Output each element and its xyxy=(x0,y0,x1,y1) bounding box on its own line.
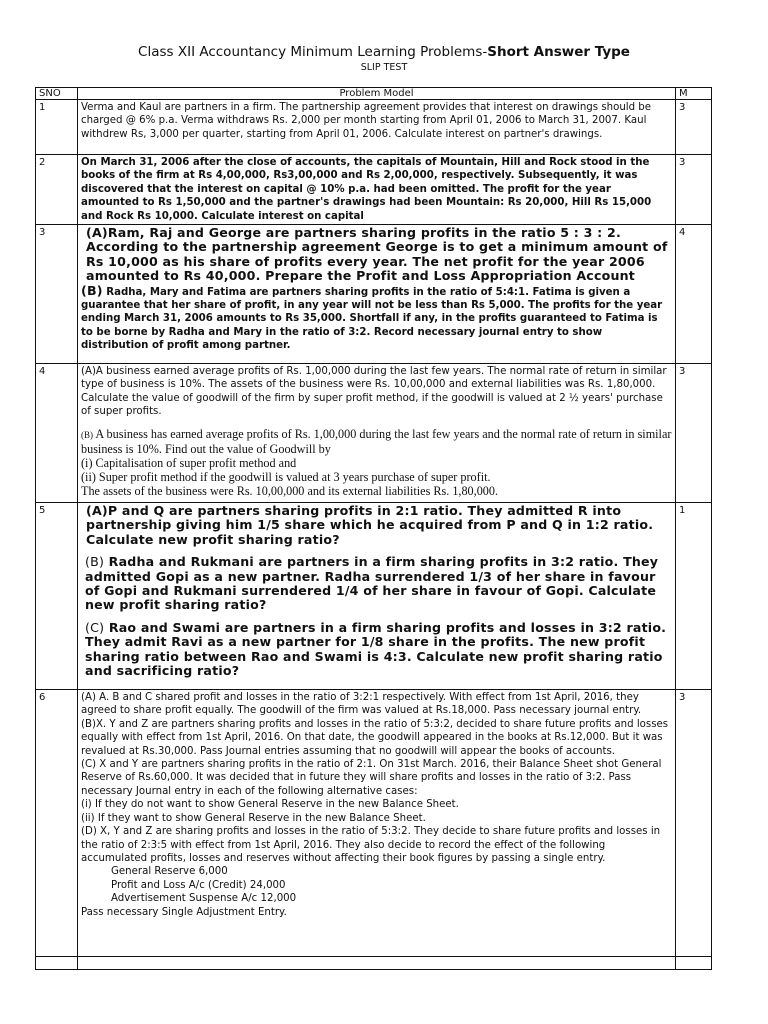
part-c-text: Rao and Swami are partners in a firm sharing profits and losses in 3:2 ratio. They admit Ravi as a new partner for 1/8 share in the profits. The new profit sharing ratio between Rao and Swami is 4:3. Calculate new profit sharing ratio and sacrificing ratio? xyxy=(85,619,667,679)
row-sno: 1 xyxy=(36,100,78,155)
problem-part-b: (B)X. Y and Z are partners sharing profits and losses in the ratio of 5:3:2, decided to share future profits and losses equally with effect from 1st April, 2016. On that date, the goodwill appeared in the books at Rs.12,000. But it was revalued at Rs.30,000. Pass Journal entries assuming that no goodwill will appear the books of accounts. xyxy=(81,718,669,757)
page-title xyxy=(0,44,768,60)
problem-part-d-item: Advertisement Suspense A/c 12,000 xyxy=(111,893,297,905)
header-sno: SNO xyxy=(36,88,78,100)
problem-part-c-item: (ii) If they want to show General Reserve in the new Balance Sheet. xyxy=(81,812,426,824)
title-bold: Short Answer Type xyxy=(487,44,630,60)
row-marks: 3 xyxy=(676,100,712,155)
problem-part-c: (C) X and Y are partners sharing profits in the ratio of 2:1. On 31st March. 2016, their Balance Sheet shot General Reserve of Rs.60,000. It was decided that in future they will share profits and losses in the ratio of 3:2. Pass necessary Journal entry in each of the following alternative cases: xyxy=(81,759,662,797)
table-row xyxy=(36,364,712,503)
part-b-label: (B) xyxy=(81,429,93,440)
row-problem-empty xyxy=(78,957,676,970)
table-row xyxy=(36,155,712,225)
part-b-text: Radha, Mary and Fatima are partners sharing profits in the ratio of 5:4:1. Fatima is given a guarantee that her share of profit, in any year will not be less than Rs 5,000. The profits for the year ending March 31, 2006 amounts to Rs 35,000. Shortfall if any, in the profits guaranteed to Fatima is to be borne by Radha and Mary in the ratio of 3:2. Record necessary journal entry to show distribution of profit among partner. xyxy=(81,286,663,352)
problem-part-a: (A)A business earned average profits of Rs. 1,00,000 during the last few years. The normal rate of return in similar type of business is 10%. The assets of the business were Rs. 10,00,000 and external liabilities was Rs. 1,80,000. Calculate the value of goodwill of the firm by super profit method, if the goodwill is valued at 2 ½ years' purchase of super profits. xyxy=(81,366,667,418)
problem-part-d-footer: Pass necessary Single Adjustment Entry. xyxy=(81,906,287,918)
problem-part-a: (A)Ram, Raj and George are partners sharing profits in the ratio 5 : 3 : 2. According to the partnership agreement George is to get a minimum amount of Rs 10,000 as his share of profits every year. The net profit for the year 2006 amounted to Rs 40,000. Prepare the Profit and Loss Appropriation Account xyxy=(86,225,668,284)
problem-part-b xyxy=(81,284,672,353)
problem-part-d-item: Profit and Loss A/c (Credit) 24,000 xyxy=(111,879,286,891)
row-problem xyxy=(78,225,676,364)
row-sno: 2 xyxy=(36,155,78,225)
problem-part-a: (A) A. B and C shared profit and losses in the ratio of 3:2:1 respectively. With effect from 1st April, 2016, they agreed to share profit equally. The goodwill of the firm was valued at Rs.18,000. Pass necessary journal entry. xyxy=(81,692,642,717)
title-regular: Class XII Accountancy Minimum Learning Problems- xyxy=(138,44,488,60)
row-problem xyxy=(78,155,676,225)
table-header-row xyxy=(36,88,712,100)
problem-text: Verma and Kaul are partners in a firm. The partnership agreement provides that interest on drawings should be charged @ 6% p.a. Verma withdraws Rs. 2,000 per month starting from April 01, 2006 to March 31, 2007. Kaul withdrew Rs, 3,000 per quarter, starting from April 01, 2006. Calculate interest on partner's drawings. xyxy=(81,102,652,140)
problem-part-a: (A)P and Q are partners sharing profits in 2:1 ratio. They admitted R into partnership giving him 1/5 share which he acquired from P and Q in 1:2 ratio. Calculate new profit sharing ratio? xyxy=(86,503,654,547)
problem-part-c-item: (i) If they do not want to show General Reserve in the new Balance Sheet. xyxy=(81,799,459,811)
table-row xyxy=(36,503,712,690)
part-b-text: Radha and Rukmani are partners in a firm sharing profits in 3:2 ratio. They admitted Gopi as a new partner. Radha surrendered 1/3 of her share in favour of Gopi and Rukmani surrendered 1/4 of her share in favour of Gopi. Calculate new profit sharing ratio? xyxy=(85,554,659,613)
problem-part-d-item: General Reserve 6,000 xyxy=(111,866,228,878)
table-row xyxy=(36,100,712,155)
row-sno: 5 xyxy=(36,503,78,690)
row-problem xyxy=(78,100,676,155)
row-problem xyxy=(78,503,676,690)
row-problem xyxy=(78,364,676,503)
row-sno: 6 xyxy=(36,690,78,957)
problems-table xyxy=(35,87,712,970)
part-b-label: (B) xyxy=(81,282,103,298)
problem-part-b xyxy=(81,427,672,456)
row-problem xyxy=(78,690,676,957)
problem-part-d: (D) X, Y and Z are sharing profits and losses in the ratio of 5:3:2. They decide to share future profits and losses in the ratio of 2:3:5 with effect from 1st April, 2016. They also decide to record the effect of the following accumulated profits, losses and reserves without affecting their book figures by passing a single entry. xyxy=(81,826,661,864)
page-subtitle: SLIP TEST xyxy=(360,62,408,73)
row-marks: 3 xyxy=(676,155,712,225)
problem-part-b xyxy=(81,555,672,613)
spacer xyxy=(81,419,672,427)
row-sno-empty xyxy=(36,957,78,970)
problem-part-c xyxy=(81,621,672,679)
row-marks: 3 xyxy=(676,690,712,957)
part-b-text: A business has earned average profits of Rs. 1,00,000 during the last few years and the normal rate of return in similar business is 10%. Find out the value of Goodwill by xyxy=(81,426,672,456)
table-row xyxy=(36,690,712,957)
problem-text: On March 31, 2006 after the close of accounts, the capitals of Mountain, Hill and Rock stood in the books of the firm at Rs 4,00,000, Rs3,00,000 and Rs 2,00,000, respectively. Subsequently, it was discovered that the interest on capital @ 10% p.a. had been omitted. The profit for the year amounted to Rs 1,50,000 and the partner's drawings had been Mountain: Rs 20,000, Hill Rs 15,000 and Rock Rs 10,000. Calculate interest on capital xyxy=(81,157,652,222)
part-b-label: (B) xyxy=(85,554,105,570)
problem-part-b-item: (ii) Super profit method if the goodwill is valued at 3 years purchase of super profit. xyxy=(81,469,491,484)
row-sno: 4 xyxy=(36,364,78,503)
problem-part-b-item: The assets of the business were Rs. 10,00,000 and its external liabilities Rs. 1,80,000. xyxy=(81,483,499,498)
row-marks-empty xyxy=(676,957,712,970)
table-row-empty xyxy=(36,957,712,970)
row-marks: 3 xyxy=(676,364,712,503)
row-sno: 3 xyxy=(36,225,78,364)
header-marks: M xyxy=(676,88,712,100)
part-c-label: (C) xyxy=(85,619,105,635)
row-marks: 4 xyxy=(676,225,712,364)
table-row xyxy=(36,225,712,364)
header-problem: Problem Model xyxy=(78,88,676,100)
row-marks: 1 xyxy=(676,503,712,690)
problem-part-b-item: (i) Capitalisation of super profit method and xyxy=(81,455,297,470)
